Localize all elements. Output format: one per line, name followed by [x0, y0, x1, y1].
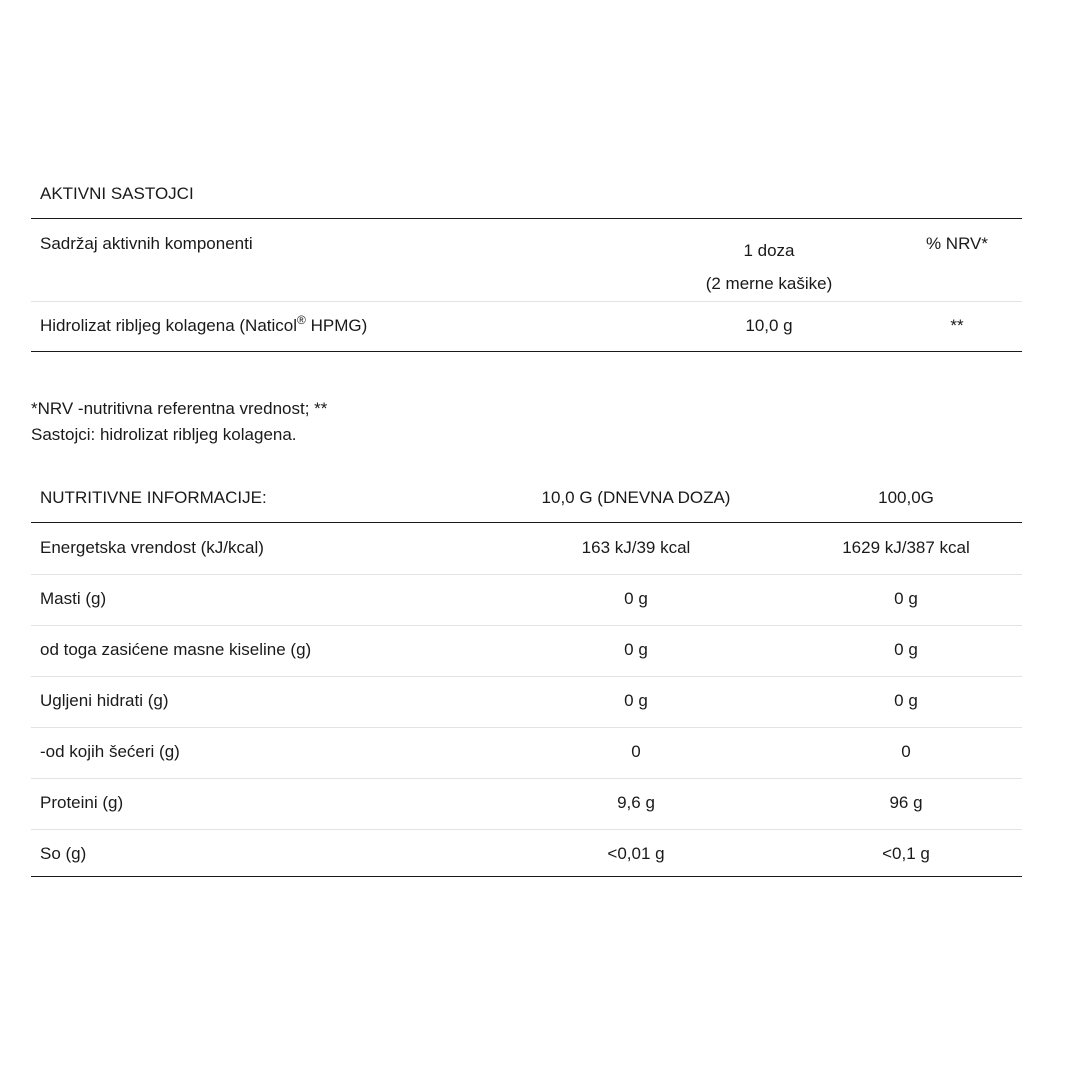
table-row: [31, 626, 1022, 677]
nutrient-dose-value: 0 g: [624, 589, 648, 608]
nutrient-dose-value: 0: [631, 742, 641, 761]
divider: [31, 876, 1022, 877]
table-row: [31, 524, 1022, 575]
table-row: [31, 575, 1022, 626]
table-row: [31, 779, 1022, 830]
nutrient-per100-value: 0 g: [894, 691, 918, 710]
nutrient-name: od toga zasićene masne kiseline (g): [40, 640, 312, 659]
header-dose-line2: (2 merne kašike): [705, 274, 833, 293]
nutrient-per100-value: 0 g: [894, 640, 918, 659]
nutrient-per100-value: 96 g: [889, 793, 923, 812]
header-dose-line1: 1 doza: [743, 241, 795, 260]
header-components: Sadržaj aktivnih komponenti: [40, 234, 253, 253]
divider: [31, 522, 1022, 523]
nutrient-name: -od kojih šećeri (g): [40, 742, 180, 761]
nutrient-dose-value: 0 g: [624, 691, 648, 710]
footnotes: [31, 396, 327, 448]
ingredient-name-suffix: HPMG): [305, 316, 368, 335]
ingredient-dose: 10,0 g: [745, 316, 793, 335]
nutrient-name: Masti (g): [40, 589, 107, 608]
nutrient-name: Ugljeni hidrati (g): [40, 691, 169, 710]
nutrient-per100-value: <0,1 g: [882, 844, 930, 863]
ingredient-name-text: Hidrolizat ribljeg kolagena (Naticol: [40, 316, 298, 335]
table-row: [31, 830, 1022, 880]
nutrition-table-header: [31, 486, 1022, 522]
nrv-note: *NRV -nutritivna referentna vrednost; **: [31, 399, 328, 418]
ingredient-name: [40, 313, 368, 336]
nutrient-per100-value: 0 g: [894, 589, 918, 608]
active-ingredients-title: AKTIVNI SASTOJCI: [40, 184, 194, 203]
active-table-row: [31, 302, 1022, 351]
header-per-100g: 100,0G: [878, 488, 934, 507]
nutrient-name: Proteini (g): [40, 793, 124, 812]
header-nrv: % NRV*: [925, 234, 989, 253]
header-nutrition: NUTRITIVNE INFORMACIJE:: [40, 488, 267, 507]
active-table-header: [31, 219, 1022, 302]
nutrition-table-body: [31, 524, 1022, 880]
nutrient-name: So (g): [40, 844, 87, 863]
ingredients-note: Sastojci: hidrolizat ribljeg kolagena.: [31, 425, 297, 444]
nutrient-dose-value: 0 g: [624, 640, 648, 659]
nutrient-name: Energetska vrendost (kJ/kcal): [40, 538, 264, 557]
nutrient-dose-value: 9,6 g: [617, 793, 655, 812]
header-daily-dose: 10,0 G (DNEVNA DOZA): [541, 488, 731, 507]
header-dose: [659, 234, 879, 300]
ingredient-nrv: **: [950, 316, 964, 335]
nutrient-per100-value: 0: [901, 742, 911, 761]
nutrient-per100-value: 1629 kJ/387 kcal: [842, 538, 970, 557]
divider: [31, 351, 1022, 352]
table-row: [31, 677, 1022, 728]
registered-mark: ®: [297, 313, 306, 327]
nutrient-dose-value: 163 kJ/39 kcal: [581, 538, 691, 557]
nutrient-dose-value: <0,01 g: [607, 844, 665, 863]
table-row: [31, 728, 1022, 779]
